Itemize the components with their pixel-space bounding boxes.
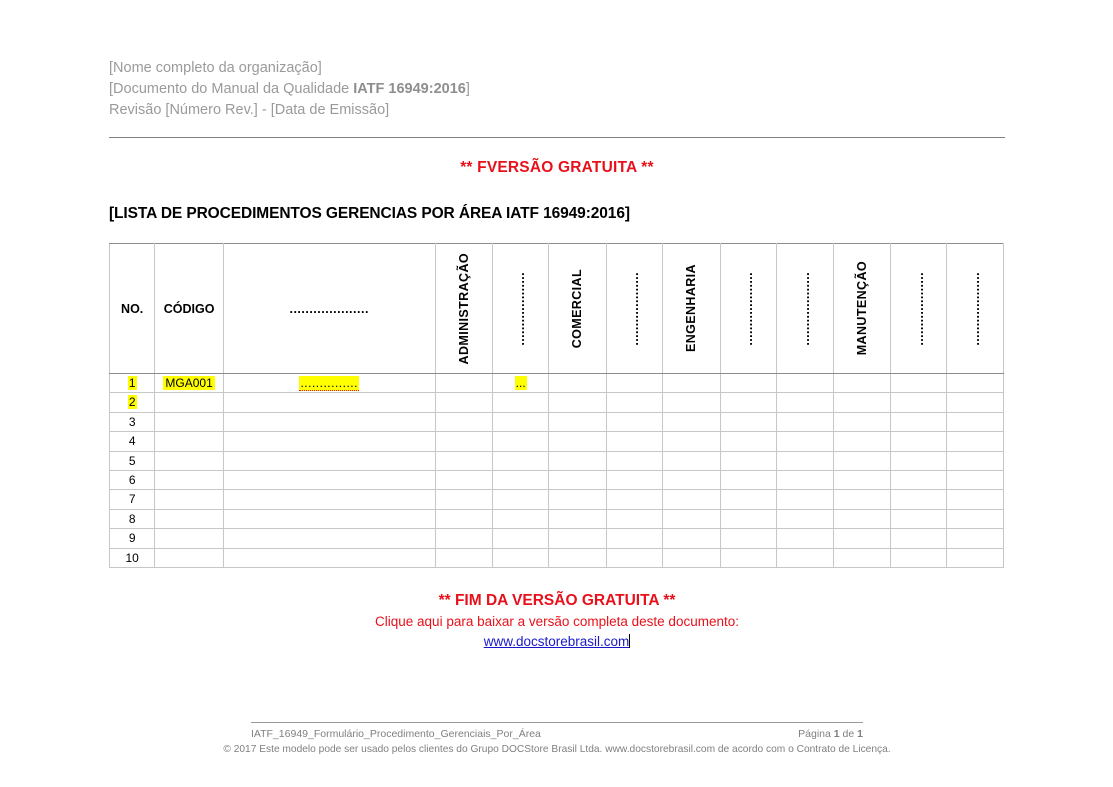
procedures-table xyxy=(109,243,1004,568)
cell-area-1[interactable] xyxy=(492,432,548,451)
cell-area-11[interactable] xyxy=(891,374,947,393)
cell-area-8[interactable] xyxy=(720,432,776,451)
footer-filename: IATF_16949_Formulário_Procedimento_Gerenciais_Por_Área xyxy=(251,728,541,740)
cell-area-10[interactable] xyxy=(833,374,890,393)
vertical-header-wrap xyxy=(493,246,548,371)
vertical-header-wrap xyxy=(436,246,492,371)
cell-area-6[interactable] xyxy=(606,529,662,548)
table-header-label: ................... xyxy=(797,271,812,346)
cell-numero[interactable] xyxy=(110,490,155,509)
cell-codigo[interactable] xyxy=(155,374,224,393)
cell-area-1[interactable] xyxy=(492,374,548,393)
table-row xyxy=(110,393,1004,412)
row-number: 8 xyxy=(128,511,136,526)
cell-area-12[interactable] xyxy=(947,432,1004,451)
cell-descricao[interactable] xyxy=(223,509,435,528)
vertical-header-wrap xyxy=(947,246,1003,371)
vertical-header-wrap xyxy=(607,246,662,371)
cell-area-10[interactable] xyxy=(833,412,890,431)
cell-descricao[interactable] xyxy=(223,374,435,393)
cell-area-9[interactable] xyxy=(777,374,833,393)
row-number: 7 xyxy=(128,492,136,507)
row-number: 9 xyxy=(128,531,136,546)
cell-area-10[interactable] xyxy=(833,432,890,451)
cell-codigo[interactable] xyxy=(155,451,224,470)
table-header-label: CÓDIGO xyxy=(163,301,215,316)
cell-area-8[interactable] xyxy=(720,451,776,470)
header-organization-name: [Nome completo da organização] xyxy=(109,60,322,76)
cell-area-8[interactable] xyxy=(720,490,776,509)
cell-codigo[interactable] xyxy=(155,471,224,490)
table-header-cell-3 xyxy=(435,244,492,374)
docstore-link[interactable]: www.docstorebrasil.com xyxy=(483,634,630,649)
header-divider xyxy=(109,137,1005,138)
table-header-label: NO. xyxy=(121,301,144,316)
cell-area-10[interactable] xyxy=(833,451,890,470)
cell-area-10[interactable] xyxy=(833,509,890,528)
cell-area-3[interactable] xyxy=(435,490,492,509)
cell-area-8[interactable] xyxy=(720,393,776,412)
document-header xyxy=(109,58,989,121)
cell-numero[interactable] xyxy=(110,393,155,412)
footer-page-number xyxy=(798,728,863,740)
table-body xyxy=(110,374,1004,568)
cell-area-9[interactable] xyxy=(777,432,833,451)
cell-area-5[interactable] xyxy=(549,509,606,528)
cell-area-5[interactable] xyxy=(549,432,606,451)
table-row xyxy=(110,529,1004,548)
cell-area-9[interactable] xyxy=(777,451,833,470)
cell-area-5[interactable] xyxy=(549,374,606,393)
table-header-label: ENGENHARIA xyxy=(684,264,699,353)
cell-area-11[interactable] xyxy=(891,451,947,470)
cell-area-5[interactable] xyxy=(549,529,606,548)
cell-area-6[interactable] xyxy=(606,432,662,451)
cell-area-3[interactable] xyxy=(435,471,492,490)
cell-numero[interactable] xyxy=(110,374,155,393)
cell-area-7[interactable] xyxy=(663,374,720,393)
table-header-cell-2 xyxy=(223,244,435,374)
cell-codigo[interactable] xyxy=(155,432,224,451)
table-row xyxy=(110,509,1004,528)
table-row xyxy=(110,432,1004,451)
table-header-cell-6 xyxy=(606,244,662,374)
cell-numero[interactable] xyxy=(110,509,155,528)
cell-area-1[interactable] xyxy=(492,471,548,490)
header-document-line xyxy=(109,79,989,100)
row-number: 1 xyxy=(128,376,136,390)
table-header-label: ................... xyxy=(911,271,926,346)
vertical-header-wrap xyxy=(549,246,605,371)
cell-area-7[interactable] xyxy=(663,393,720,412)
cell-area-6[interactable] xyxy=(606,548,662,567)
cell-area-11[interactable] xyxy=(891,412,947,431)
cell-area-8[interactable] xyxy=(720,509,776,528)
cell-area-11[interactable] xyxy=(891,471,947,490)
vertical-header-wrap xyxy=(891,246,946,371)
row-number: 10 xyxy=(125,550,139,565)
cell-area-10[interactable] xyxy=(833,548,890,567)
table-row xyxy=(110,374,1004,393)
cell-area-1[interactable] xyxy=(492,412,548,431)
cell-area-5[interactable] xyxy=(549,490,606,509)
cell-area-12[interactable] xyxy=(947,548,1004,567)
cell-area-3[interactable] xyxy=(435,393,492,412)
cta-title: ** FIM DA VERSÃO GRATUITA ** xyxy=(438,592,676,609)
cell-area-11[interactable] xyxy=(891,548,947,567)
cell-area-7[interactable] xyxy=(663,509,720,528)
cell-codigo[interactable] xyxy=(155,490,224,509)
cell-area-11[interactable] xyxy=(891,432,947,451)
cell-area-7[interactable] xyxy=(663,548,720,567)
table-row xyxy=(110,451,1004,470)
cell-area-6[interactable] xyxy=(606,509,662,528)
table-header-cell-0 xyxy=(110,244,155,374)
cell-area-9[interactable] xyxy=(777,509,833,528)
cell-area-11[interactable] xyxy=(891,529,947,548)
cell-descricao[interactable] xyxy=(223,548,435,567)
cell-area-7[interactable] xyxy=(663,490,720,509)
cell-area-5[interactable] xyxy=(549,451,606,470)
cell-codigo[interactable] xyxy=(155,393,224,412)
page-prefix: Página xyxy=(798,728,834,740)
cell-numero[interactable] xyxy=(110,548,155,567)
cell-codigo[interactable] xyxy=(155,529,224,548)
cell-area-3[interactable] xyxy=(435,548,492,567)
table-header-cell-12 xyxy=(947,244,1004,374)
page-current: 1 xyxy=(833,728,840,740)
codigo-value: MGA001 xyxy=(165,376,213,390)
row-number: 5 xyxy=(128,453,136,468)
cell-descricao[interactable] xyxy=(223,471,435,490)
cell-area-6[interactable] xyxy=(606,374,662,393)
cell-numero[interactable] xyxy=(110,471,155,490)
cell-numero[interactable] xyxy=(110,432,155,451)
cell-descricao[interactable] xyxy=(223,432,435,451)
cell-area-7[interactable] xyxy=(663,451,720,470)
area-placeholder: ... xyxy=(515,376,526,390)
cell-area-3[interactable] xyxy=(435,529,492,548)
header-revision-line: Revisão [Número Rev.] - [Data de Emissão] xyxy=(109,102,390,118)
vertical-header-wrap xyxy=(721,246,776,371)
table-header-row xyxy=(110,244,1004,374)
table-row xyxy=(110,548,1004,567)
cell-area-3[interactable] xyxy=(435,509,492,528)
cell-area-10[interactable] xyxy=(833,490,890,509)
cell-area-3[interactable] xyxy=(435,432,492,451)
cell-area-5[interactable] xyxy=(549,548,606,567)
footer-divider xyxy=(251,722,863,723)
cell-area-9[interactable] xyxy=(777,393,833,412)
cell-area-12[interactable] xyxy=(947,451,1004,470)
cell-area-7[interactable] xyxy=(663,529,720,548)
cell-area-8[interactable] xyxy=(720,529,776,548)
table-header-label: ................... xyxy=(967,271,982,346)
cell-area-7[interactable] xyxy=(663,432,720,451)
header-document-suffix: ] xyxy=(465,81,470,97)
cell-area-7[interactable] xyxy=(663,471,720,490)
table-header-label: ................... xyxy=(627,271,642,346)
vertical-header-wrap xyxy=(663,246,719,371)
free-version-banner: ** FVERSÃO GRATUITA ** xyxy=(460,159,654,176)
cell-area-10[interactable] xyxy=(833,471,890,490)
cell-area-3[interactable] xyxy=(435,451,492,470)
cell-descricao[interactable] xyxy=(223,412,435,431)
cell-area-5[interactable] xyxy=(549,412,606,431)
cell-area-7[interactable] xyxy=(663,412,720,431)
descricao-placeholder: ............... xyxy=(300,376,358,390)
cell-numero[interactable] xyxy=(110,529,155,548)
cell-area-11[interactable] xyxy=(891,490,947,509)
cell-area-6[interactable] xyxy=(606,451,662,470)
cell-area-1[interactable] xyxy=(492,548,548,567)
header-document-prefix: [Documento do Manual da Qualidade xyxy=(109,81,354,97)
cell-area-1[interactable] xyxy=(492,490,548,509)
table-row xyxy=(110,412,1004,431)
table-header-cell-11 xyxy=(891,244,947,374)
cell-descricao[interactable] xyxy=(223,451,435,470)
table-header-cell-10 xyxy=(833,244,890,374)
table-header-cell-5 xyxy=(549,244,606,374)
cell-numero[interactable] xyxy=(110,412,155,431)
row-number: 3 xyxy=(128,414,136,429)
cell-area-12[interactable] xyxy=(947,374,1004,393)
table-header-cell-7 xyxy=(663,244,720,374)
cell-area-5[interactable] xyxy=(549,393,606,412)
footer-copyright: © 2017 Este modelo pode ser usado pelos clientes do Grupo DOCStore Brasil Ltda. www.docstorebrasil.com de acordo com o Contrato de Licença. xyxy=(223,744,891,755)
cell-area-3[interactable] xyxy=(435,412,492,431)
cell-area-6[interactable] xyxy=(606,490,662,509)
page-title: [LISTA DE PROCEDIMENTOS GERENCIAS POR ÁREA IATF 16949:2016] xyxy=(109,205,630,222)
cell-area-5[interactable] xyxy=(549,471,606,490)
cta-subtitle: Clique aqui para baixar a versão completa deste documento: xyxy=(375,614,739,629)
cell-area-12[interactable] xyxy=(947,412,1004,431)
row-number: 6 xyxy=(128,473,136,488)
text-cursor xyxy=(629,634,630,648)
page-mid: de xyxy=(839,728,858,740)
cell-area-1[interactable] xyxy=(492,529,548,548)
cell-area-10[interactable] xyxy=(833,529,890,548)
cell-area-10[interactable] xyxy=(833,393,890,412)
cell-area-12[interactable] xyxy=(947,393,1004,412)
cell-codigo[interactable] xyxy=(155,509,224,528)
cell-area-12[interactable] xyxy=(947,529,1004,548)
cell-descricao[interactable] xyxy=(223,529,435,548)
cell-area-8[interactable] xyxy=(720,471,776,490)
table-header-cell-4 xyxy=(492,244,548,374)
cell-area-6[interactable] xyxy=(606,471,662,490)
cell-area-11[interactable] xyxy=(891,393,947,412)
table-row xyxy=(110,471,1004,490)
cell-area-9[interactable] xyxy=(777,490,833,509)
cell-area-9[interactable] xyxy=(777,471,833,490)
table-header-label: MANUTENÇÃO xyxy=(854,261,869,356)
cell-codigo[interactable] xyxy=(155,548,224,567)
cell-area-1[interactable] xyxy=(492,509,548,528)
cell-area-8[interactable] xyxy=(720,374,776,393)
cell-area-12[interactable] xyxy=(947,471,1004,490)
cell-codigo[interactable] xyxy=(155,412,224,431)
cell-area-6[interactable] xyxy=(606,412,662,431)
table-header-label: ................... xyxy=(513,271,528,346)
cell-area-12[interactable] xyxy=(947,490,1004,509)
table-header-label: COMERCIAL xyxy=(570,268,585,349)
row-number: 2 xyxy=(128,395,136,410)
cta-link-wrap xyxy=(109,632,1005,652)
row-number: 4 xyxy=(128,434,136,449)
cell-area-3[interactable] xyxy=(435,374,492,393)
cell-area-9[interactable] xyxy=(777,529,833,548)
vertical-header-wrap xyxy=(834,246,890,371)
cell-area-8[interactable] xyxy=(720,548,776,567)
table-row xyxy=(110,490,1004,509)
cell-area-11[interactable] xyxy=(891,509,947,528)
page-footer xyxy=(251,728,863,740)
header-document-standard: IATF 16949:2016 xyxy=(353,81,466,97)
cell-area-12[interactable] xyxy=(947,509,1004,528)
cell-area-9[interactable] xyxy=(777,548,833,567)
cell-area-6[interactable] xyxy=(606,393,662,412)
cell-descricao[interactable] xyxy=(223,490,435,509)
cell-numero[interactable] xyxy=(110,451,155,470)
cell-area-1[interactable] xyxy=(492,393,548,412)
table-header-label: .................... xyxy=(289,301,369,316)
free-version-cta xyxy=(109,590,1005,652)
table-header-label: ADMINISTRAÇÃO xyxy=(456,252,471,365)
cell-descricao[interactable] xyxy=(223,393,435,412)
cell-area-9[interactable] xyxy=(777,412,833,431)
page-total: 1 xyxy=(857,728,863,740)
cell-area-1[interactable] xyxy=(492,451,548,470)
table-header-cell-9 xyxy=(777,244,833,374)
table-header-cell-8 xyxy=(720,244,776,374)
table-header-cell-1 xyxy=(155,244,224,374)
table-header-label: ................... xyxy=(741,271,756,346)
cell-area-8[interactable] xyxy=(720,412,776,431)
vertical-header-wrap xyxy=(777,246,832,371)
